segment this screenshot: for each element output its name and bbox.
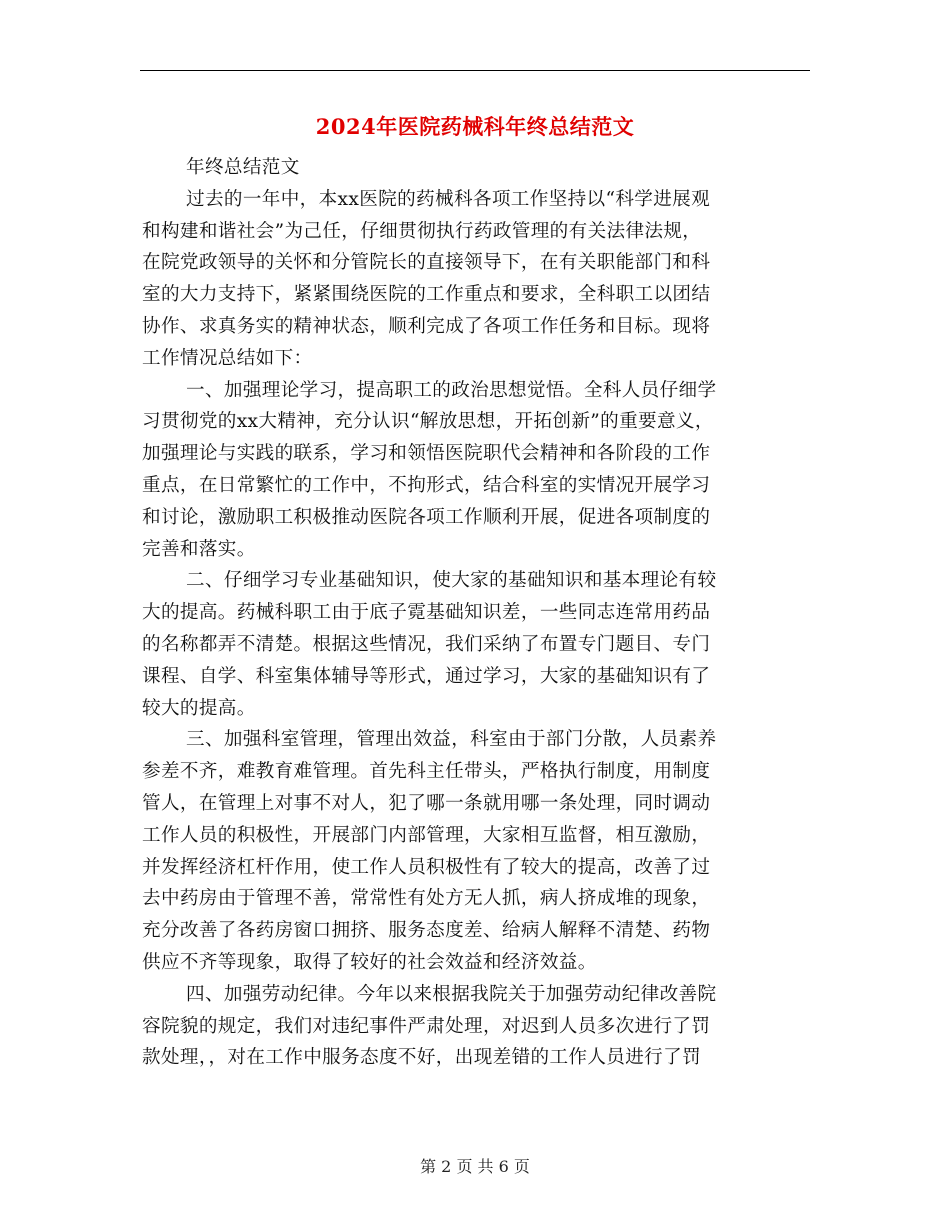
paragraph-first-line: 年终总结范文	[186, 157, 300, 178]
paragraph-line: 工作人员的积极性，开展部门内部管理，大家相互监督，相互激励，	[142, 824, 711, 846]
paragraph-first-line: 二、仔细学习专业基础知识，使大家的基础知识和基本理论有较	[186, 570, 717, 592]
paragraph-line: 和讨论，激励职工积极推动医院各项工作顺利开展，促进各项制度的	[142, 506, 711, 528]
header-rule	[140, 70, 810, 71]
paragraph-line: 容院貌的规定，我们对违纪事件严肃处理，对迟到人员多次进行了罚	[142, 1015, 711, 1037]
paragraph-first-line: 一、加强理论学习，提高职工的政治思想觉悟。全科人员仔细学	[186, 379, 717, 401]
paragraph-first-line: 过去的一年中，本xx医院的药械科各项工作坚持以“科学进展观	[186, 188, 711, 210]
document-body	[142, 152, 810, 1074]
paragraph-line: 完善和落实。	[142, 538, 256, 560]
paragraph-line: 重点，在日常繁忙的工作中，不拘形式，结合科室的实情况开展学习	[142, 474, 711, 496]
paragraph-line: 去中药房由于管理不善，常常性有处方无人抓，病人挤成堆的现象，	[142, 888, 711, 910]
paragraph-line: 课程、自学、科室集体辅导等形式，通过学习，大家的基础知识有了	[142, 665, 711, 687]
paragraph-first-line: 三、加强科室管理，管理出效益，科室由于部门分散，人员素养	[186, 729, 717, 751]
paragraph-line: 加强理论与实践的联系，学习和领悟医院职代会精神和各阶段的工作	[142, 443, 711, 465]
document-title: 2024年医院药械科年终总结范文	[315, 114, 635, 139]
paragraph-line: 较大的提高。	[142, 697, 256, 719]
paragraph-line: 参差不齐，难教育难管理。首先科主任带头，严格执行制度，用制度	[142, 761, 711, 783]
paragraph-line: 协作、求真务实的精神状态，顺利完成了各项工作任务和目标。现将	[142, 315, 711, 337]
page-number-footer: 第 2 页 共 6 页	[420, 1157, 530, 1176]
paragraph-first-line: 四、加强劳动纪律。今年以来根据我院关于加强劳动纪律改善院	[186, 983, 717, 1005]
paragraph-line: 并发挥经济杠杆作用，使工作人员积极性有了较大的提高，改善了过	[142, 856, 711, 878]
paragraph-line: 室的大力支持下，紧紧围绕医院的工作重点和要求，全科职工以团结	[142, 284, 711, 306]
paragraph-line: 供应不齐等现象，取得了较好的社会效益和经济效益。	[142, 951, 597, 973]
paragraph-line: 款处理，，对在工作中服务态度不好，出现差错的工作人员进行了罚	[142, 1047, 702, 1069]
paragraph-line: 的名称都弄不清楚。根据这些情况，我们采纳了布置专门题目、专门	[142, 633, 711, 655]
paragraph-line: 和构建和谐社会”为己任，仔细贯彻执行药政管理的有关法律法规，	[142, 220, 702, 242]
paragraph-line: 充分改善了各药房窗口拥挤、服务态度差、给病人解释不清楚、药物	[142, 920, 711, 942]
paragraph-line: 管人，在管理上对事不对人，犯了哪一条就用哪一条处理，同时调动	[142, 792, 711, 814]
paragraph-line: 工作情况总结如下：	[142, 347, 313, 369]
paragraph-line: 大的提高。药械科职工由于底子霓基础知识差，一些同志连常用药品	[142, 602, 711, 624]
paragraph-line: 在院党政领导的关怀和分管院长的直接领导下，在有关职能部门和科	[142, 252, 711, 274]
paragraph-line: 习贯彻党的xx大精神，充分认识“解放思想，开拓创新”的重要意义，	[142, 411, 714, 433]
